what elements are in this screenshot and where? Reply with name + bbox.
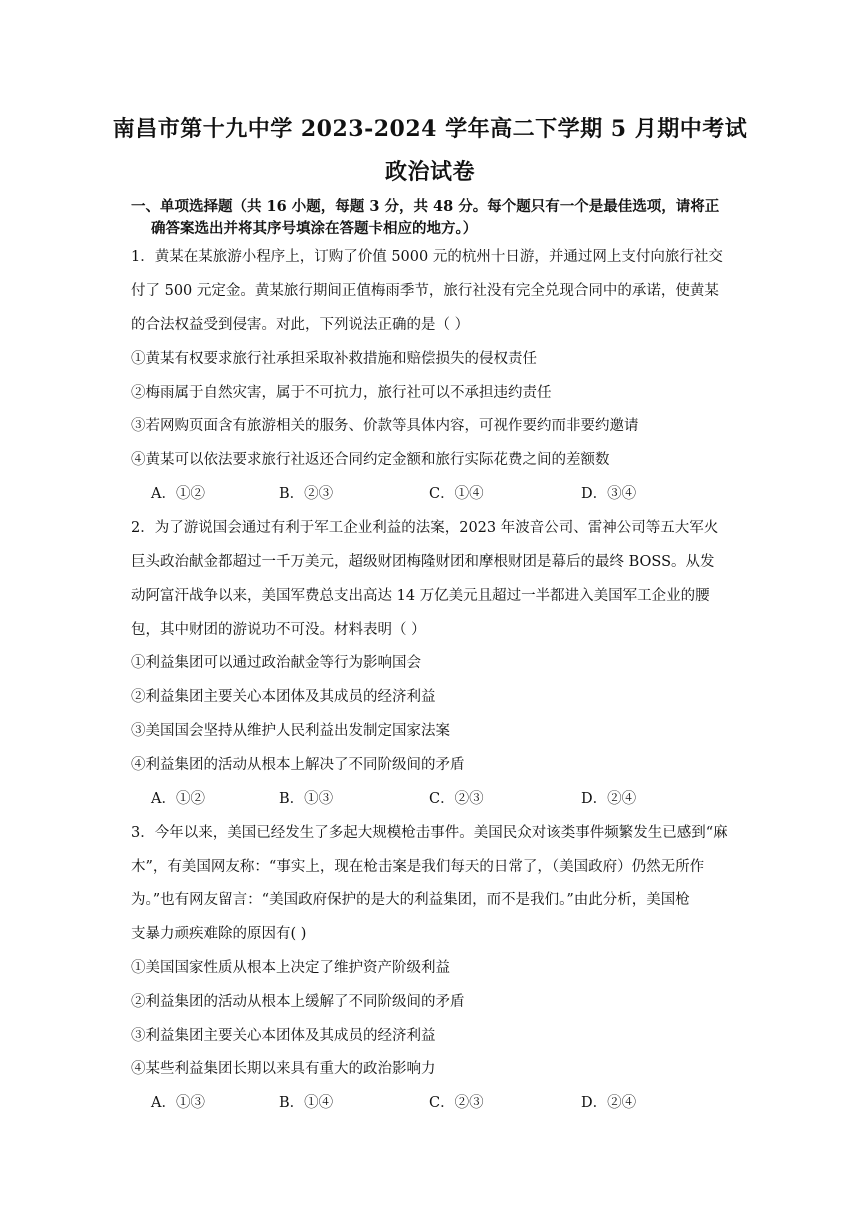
q3-statement-1: ①美国国家性质从根本上决定了维护资产阶级利益 bbox=[131, 960, 450, 976]
q3-option-c: C．②③ bbox=[429, 1095, 484, 1111]
q1-statement-1: ①黄某有权要求旅行社承担采取补救措施和赔偿损失的侵权责任 bbox=[131, 351, 537, 367]
q2-stem-line3: 动阿富汗战争以来，美国军费总支出高达 14 万亿美元且超过一半都进入美国军工企业的腰 bbox=[131, 588, 710, 604]
q2-stem-line1: 2．为了游说国会通过有利于军工企业利益的法案，2023 年波音公司、雷神公司等五大军火 bbox=[131, 520, 719, 536]
q2-option-c: C．②③ bbox=[429, 791, 484, 807]
exam-subtitle: 政治试卷 bbox=[384, 159, 475, 185]
q2-statement-4: ④利益集团的活动从根本上解决了不同阶级间的矛盾 bbox=[131, 757, 465, 773]
q1-option-b: B．②③ bbox=[279, 486, 334, 502]
q2-statement-3: ③美国国会坚持从维护人民利益出发制定国家法案 bbox=[131, 723, 450, 739]
q2-statement-2: ②利益集团主要关心本团体及其成员的经济利益 bbox=[131, 689, 436, 705]
q1-statement-2: ②梅雨属于自然灾害，属于不可抗力，旅行社可以不承担违约责任 bbox=[131, 385, 552, 401]
q3-stem-line4: 支暴力顽疾难除的原因有( ) bbox=[131, 926, 307, 942]
q3-option-d: D．②④ bbox=[581, 1095, 637, 1111]
q3-options bbox=[151, 1093, 751, 1113]
q1-stem-line3: 的合法权益受到侵害。对此，下列说法正确的是（ ） bbox=[131, 317, 470, 333]
q3-stem-line2: 木”，有美国网友称：“事实上，现在枪击案是我们每天的日常了，（美国政府）仍然无所作 bbox=[131, 859, 705, 875]
q1-statement-4: ④黄某可以依法要求旅行社返还合同约定金额和旅行实际花费之间的差额数 bbox=[131, 452, 610, 468]
q2-option-a: A．①② bbox=[151, 791, 205, 807]
q1-statement-3: ③若网购页面含有旅游相关的服务、价款等具体内容，可视作要约而非要约邀请 bbox=[131, 418, 639, 434]
q2-option-b: B．①③ bbox=[279, 791, 334, 807]
q2-stem-line2: 巨头政治献金都超过一千万美元，超级财团梅隆财团和摩根财团是幕后的最终 BOSS。从发 bbox=[131, 554, 715, 570]
q2-statement-1: ①利益集团可以通过政治献金等行为影响国会 bbox=[131, 655, 421, 671]
q1-option-d: D．③④ bbox=[581, 486, 637, 502]
q3-statement-4: ④某些利益集团长期以来具有重大的政治影响力 bbox=[131, 1061, 436, 1077]
q3-statement-2: ②利益集团的活动从根本上缓解了不同阶级间的矛盾 bbox=[131, 994, 465, 1010]
q1-stem-line2: 付了 500 元定金。黄某旅行期间正值梅雨季节，旅行社没有完全兑现合同中的承诺，使黄某 bbox=[131, 283, 719, 299]
section-heading-line1: 一、单项选择题（共 16 小题，每题 3 分，共 48 分。每个题只有一个是最佳选项，请将正 bbox=[131, 198, 720, 215]
q3-stem-line3: 为。”也有网友留言：“美国政府保护的是大的利益集团，而不是我们。”由此分析，美国枪 bbox=[131, 892, 690, 908]
exam-title: 南昌市第十九中学 2023-2024 学年高二下学期 5 月期中考试 bbox=[112, 116, 748, 142]
q2-option-d: D．②④ bbox=[581, 791, 637, 807]
q1-option-c: C．①④ bbox=[429, 486, 484, 502]
q3-statement-3: ③利益集团主要关心本团体及其成员的经济利益 bbox=[131, 1028, 436, 1044]
q2-stem-line4: 包，其中财团的游说功不可没。材料表明（ ） bbox=[131, 622, 426, 638]
q3-option-b: B．①④ bbox=[279, 1095, 334, 1111]
q1-option-a: A．①② bbox=[151, 486, 205, 502]
q3-option-a: A．①③ bbox=[151, 1095, 205, 1111]
q3-stem-line1: 3．今年以来，美国已经发生了多起大规模枪击事件。美国民众对该类事件频繁发生已感到“麻 bbox=[131, 825, 728, 841]
q1-stem-line1: 1．黄某在某旅游小程序上，订购了价值 5000 元的杭州十日游，并通过网上支付向旅行社交 bbox=[131, 249, 723, 265]
section-heading-line2: 确答案选出并将其序号填涂在答题卡相应的地方。） bbox=[151, 220, 478, 237]
q2-options bbox=[151, 789, 751, 809]
q1-options bbox=[151, 484, 751, 504]
section-heading bbox=[131, 196, 743, 240]
